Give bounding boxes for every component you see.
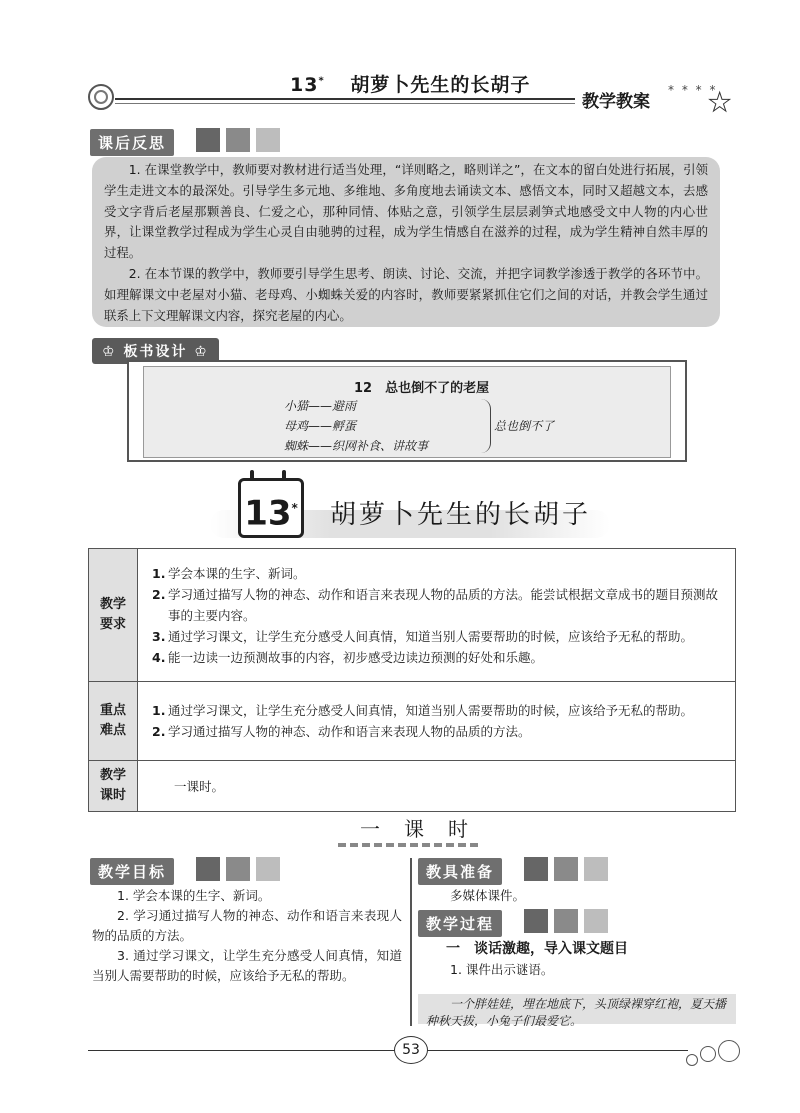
goal-item: 1. 学会本课的生字、新词。 [117,888,271,903]
goal-item: 3. 通过学习课文，让学生充分感受人间真情，知道当别人需要帮助的时候，应该给予无私的帮助。 [92,948,402,983]
row-header-text: 重点 [99,703,126,718]
bubble-ornament [700,1046,716,1062]
bubble-ornament [686,1054,698,1066]
label-square [554,857,578,881]
label-square [524,857,548,881]
goals-label: 教学目标 [90,858,174,885]
goal-item: 2. 学习通过描写人物的神态、动作和语言来表现人物的品质的方法。 [92,908,402,943]
tools-label: 教具准备 [418,858,502,885]
header-star: * [318,75,325,87]
item-number: 2. [152,724,166,739]
label-square [256,857,280,881]
list-item [152,563,725,584]
item-text: 学会本课的生字、新词。 [168,565,306,581]
board-title: 12 总也倒不了的老屋 [354,381,490,396]
row-header-text: 教学 [99,597,126,612]
board-brace [480,399,491,453]
spiral-ornament [88,84,114,110]
item-text: 通过学习课文，让学生充分感受人间真情，知道当别人需要帮助的时候，应该给予无私的帮助。 [168,703,694,718]
item-number: 1. [152,703,166,718]
row-header-text: 教学 [99,768,126,783]
board-label: ♔ 板书设计 ♔ [92,338,219,364]
tools-text: 多媒体课件。 [450,888,526,903]
item-text: 学习通过描写人物的神态、动作和语言来表现人物的品质的方法。 [168,724,531,739]
board-line-1: 小猫——避雨 [284,399,357,413]
label-square [554,909,578,933]
item-text: 能一边读一边预测故事的内容，初步感受边读边预测的好处和乐趣。 [168,649,544,665]
blackboard [127,360,687,462]
goals-list [92,886,402,986]
header-rule-thin [115,103,575,104]
label-square [584,909,608,933]
list-item [152,626,725,647]
page-number: 53 [394,1036,428,1064]
dotted-rule [338,843,478,847]
header-stars: * * * * [668,83,718,97]
process-label: 教学过程 [418,910,502,937]
label-square [256,128,280,152]
row-content [138,761,736,812]
header-tag: 教学教案 [582,92,650,112]
row-header [89,682,138,761]
row-header [89,761,138,812]
header-title [290,70,530,97]
label-square [584,857,608,881]
label-square [196,128,220,152]
lesson-number: 13 [244,493,292,534]
label-square [524,909,548,933]
item-text: 一课时。 [174,779,225,794]
header-number: 13 [290,74,319,96]
row-header-text: 难点 [99,723,126,738]
row-header [89,549,138,682]
item-text: 学习通过描写人物的神态、动作和语言来表现人物的品质的方法。能尝试根据文章成书的题目预测故事的主要内容。 [168,586,719,623]
list-item [152,700,725,721]
process-step: 1. 课件出示谜语。 [450,962,554,977]
lesson-star: * [291,501,298,515]
board-label-text: 板书设计 [123,344,188,360]
board-summary: 总也倒不了 [494,419,555,433]
item-number: 3. [152,628,166,644]
bubble-ornament [718,1040,740,1062]
process-heading: 一 谈话激趣，导入课文题目 [446,941,628,957]
label-square [196,857,220,881]
calendar-icon [238,478,304,538]
session-heading: 一课时 [360,817,492,841]
header-lesson-title: 胡萝卜先生的长胡子 [350,74,531,96]
board-line-3: 蜘蛛——织网补食、讲故事 [284,439,429,453]
objectives-table [88,548,736,812]
row-header-text: 课时 [99,788,126,803]
lesson-title: 胡萝卜先生的长胡子 [330,500,592,530]
item-number: 2. [152,586,166,602]
item-text: 通过学习课文，让学生充分感受人间真情，知道当别人需要帮助的时候，应该给予无私的帮助。 [168,628,694,644]
row-content [138,549,736,682]
reflection-paragraph-1: 1. 在课堂教学中，教师要对教材进行适当处理，“详则略之，略则详之”，在文本的留白处进行拓展，引领学生走进文本的最深处。引导学生多元地、多维地、多角度地去诵读文本、感悟文本，同时又超越文本，去感受文字背后老屋那颗善良、仁爱之心，那种同情、体贴之意，引领学生层层剥笋式地感受文中人物的内心世界，让课堂教学过程成为学生心灵自由驰骋的过程，成为学生情感自在滋养的过程，成为学生精神自然丰厚的过程。 [104,162,708,261]
riddle-box: 一个胖娃娃，埋在地底下，头顶绿裸穿红袍，夏天播种秋天拔，小兔子们最爱它。 [418,994,736,1024]
reflection-label: 课后反思 [90,129,174,156]
list-item [152,584,725,626]
label-square [226,857,250,881]
column-divider [410,858,412,1026]
list-item [152,647,725,668]
table-row [89,682,736,761]
table-row [89,761,736,812]
footer-rule [88,1050,688,1051]
row-header-text: 要求 [99,617,126,632]
board-line-2: 母鸡——孵蛋 [284,419,357,433]
item-number: 1. [152,565,166,581]
reflection-box [92,157,720,327]
list-item [152,721,725,742]
row-content [138,682,736,761]
label-square [226,128,250,152]
reflection-paragraph-2: 2. 在本节课的教学中，教师要引导学生思考、朗读、讨论、交流，并把字词教学渗透于教学的各环节中。如理解课文中老屋对小猫、老母鸡、小蜘蛛关爱的内容时，教师要紧紧抓住它们之间的对话，并教会学生通过联系上下文理解课文内容，探究老屋的内心。 [104,265,708,323]
header-rule [115,98,575,100]
table-row [89,549,736,682]
item-number: 4. [152,649,166,665]
star-icon: ★ [708,88,732,118]
blackboard-surface [143,366,671,458]
